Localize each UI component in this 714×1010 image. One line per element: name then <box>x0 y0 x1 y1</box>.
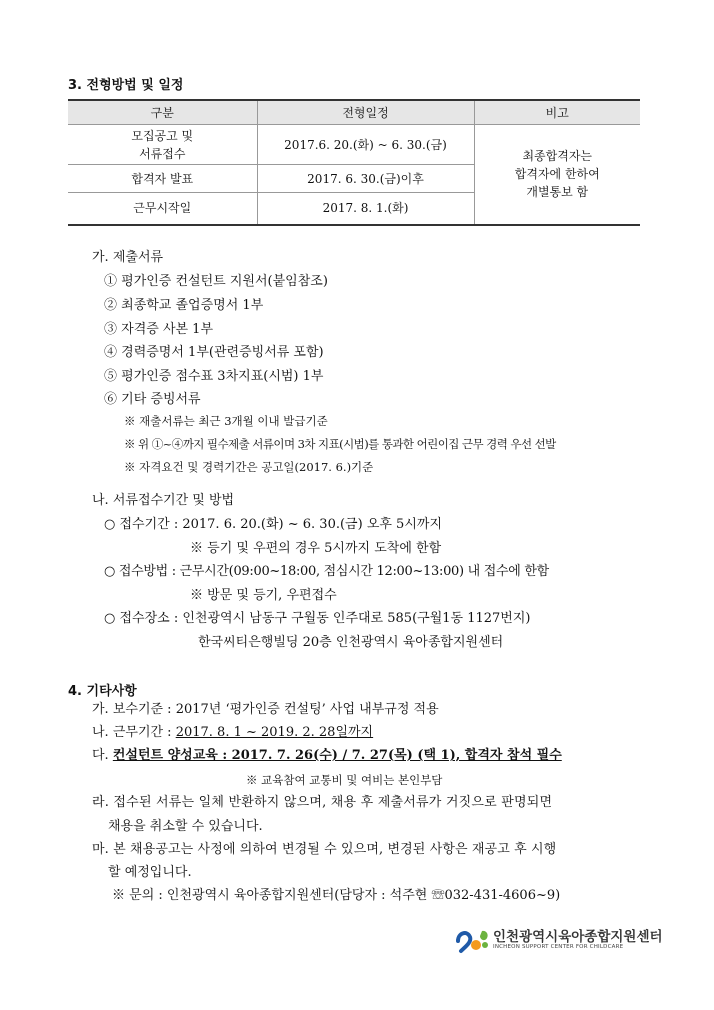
table-cell: 근무시작일 <box>68 193 257 225</box>
list-item: ⑤ 평가인증 점수표 3차지표(시범) 1부 <box>104 369 324 384</box>
section3-title: 3. 전형방법 및 일정 <box>68 78 184 93</box>
period-line: ○ 접수방법 : 근무시간(09:00~18:00, 점심시간 12:00~13:00) 내 접수에 한함 <box>104 564 549 579</box>
logo-name: 인천광역시육아종합지원센터 <box>493 929 663 945</box>
table-row <box>68 125 640 165</box>
term-label: 나. 근무기간 : <box>92 725 176 740</box>
contact-line: ※ 문의 : 인천광역시 육아종합지원센터(담당자 : 석주현 ☏032-431-4606~9) <box>112 888 561 903</box>
pay-line: 가. 보수기준 : 2017년 ‘평가인증 컨설팅’ 사업 내부규정 적용 <box>92 702 439 717</box>
section4-title: 4. 기타사항 <box>68 684 137 699</box>
list-item: ④ 경력증명서 1부(관련증빙서류 포함) <box>104 345 324 360</box>
table-header-cell: 전형일정 <box>257 100 474 125</box>
docs-note: ※ 재출서류는 최근 3개월 이내 발급기준 <box>124 414 328 428</box>
edu-label: 다. <box>92 748 113 763</box>
ra-line: 라. 접수된 서류는 일체 반환하지 않으며, 채용 후 제출서류가 거짓으로 판명되면 <box>92 795 553 810</box>
table-header-cell: 비고 <box>474 100 640 125</box>
center-logo <box>455 925 663 955</box>
docs-note: ※ 자격요건 및 경력기간은 공고일(2017. 6.)기준 <box>124 460 374 474</box>
edu-note: ※ 교육참여 교통비 및 여비는 본인부담 <box>246 773 443 787</box>
period-line: ○ 접수장소 : 인천광역시 남동구 구월동 인주대로 585(구월1동 1127번지) <box>104 611 531 626</box>
list-item: ⑥ 기타 증빙서류 <box>104 392 201 407</box>
table-cell: 2017.6. 20.(화) ~ 6. 30.(금) <box>257 125 474 165</box>
logo-subtitle: INCHEON SUPPORT CENTER FOR CHILDCARE <box>493 944 624 950</box>
table-note-cell <box>474 125 640 225</box>
ra-line: 채용을 취소할 수 있습니다. <box>108 819 263 834</box>
logo-mark-icon <box>455 925 491 955</box>
term-value: 2017. 8. 1 ~ 2019. 2. 28일까지 <box>175 725 374 740</box>
note-line: 최종합격자는 <box>522 149 593 164</box>
note-line: 개별통보 함 <box>526 185 589 200</box>
table-cell: 합격자 발표 <box>68 165 257 193</box>
edu-line <box>92 747 562 765</box>
term-line <box>92 724 373 742</box>
ma-line: 할 예정입니다. <box>108 865 192 880</box>
row-label-line: 서류접수 <box>139 146 186 161</box>
docs-heading: 가. 제출서류 <box>92 250 164 265</box>
table-header-row <box>68 100 640 125</box>
table-cell: 2017. 8. 1.(화) <box>257 193 474 225</box>
list-item: ② 최종학교 졸업증명서 1부 <box>104 298 264 313</box>
docs-note: ※ 위 ①~④까지 필수제출 서류이며 3차 지표(시범)를 통과한 어린이집 근무 경력 우선 선발 <box>124 437 556 451</box>
period-line: 한국씨티은행빌딩 20층 인천광역시 육아종합지원센터 <box>198 635 504 650</box>
period-line: ※ 등기 및 우편의 경우 5시까지 도착에 한함 <box>190 541 442 556</box>
note-line: 합격자에 한하여 <box>514 167 600 182</box>
ma-line: 마. 본 채용공고는 사정에 의하여 변경될 수 있으며, 변경된 사항은 재공고 후 시행 <box>92 842 557 857</box>
table-header-cell: 구분 <box>68 100 257 125</box>
list-item: ③ 자격증 사본 1부 <box>104 322 214 337</box>
period-line: ※ 방문 및 등기, 우편접수 <box>190 588 337 603</box>
table-cell: 2017. 6. 30.(금)이후 <box>257 165 474 193</box>
row-label-line: 모집공고 및 <box>131 128 194 143</box>
list-item: ① 평가인증 컨설턴트 지원서(붙임참조) <box>104 274 328 289</box>
schedule-table <box>68 99 640 226</box>
period-line: ○ 접수기간 : 2017. 6. 20.(화) ~ 6. 30.(금) 오후 5시까지 <box>104 517 443 532</box>
table-cell <box>68 125 257 165</box>
period-heading: 나. 서류접수기간 및 방법 <box>92 493 235 508</box>
edu-value: 컨설턴트 양성교육 : 2017. 7. 26(수) / 7. 27(목) (택 1), 합격자 참석 필수 <box>112 748 562 763</box>
